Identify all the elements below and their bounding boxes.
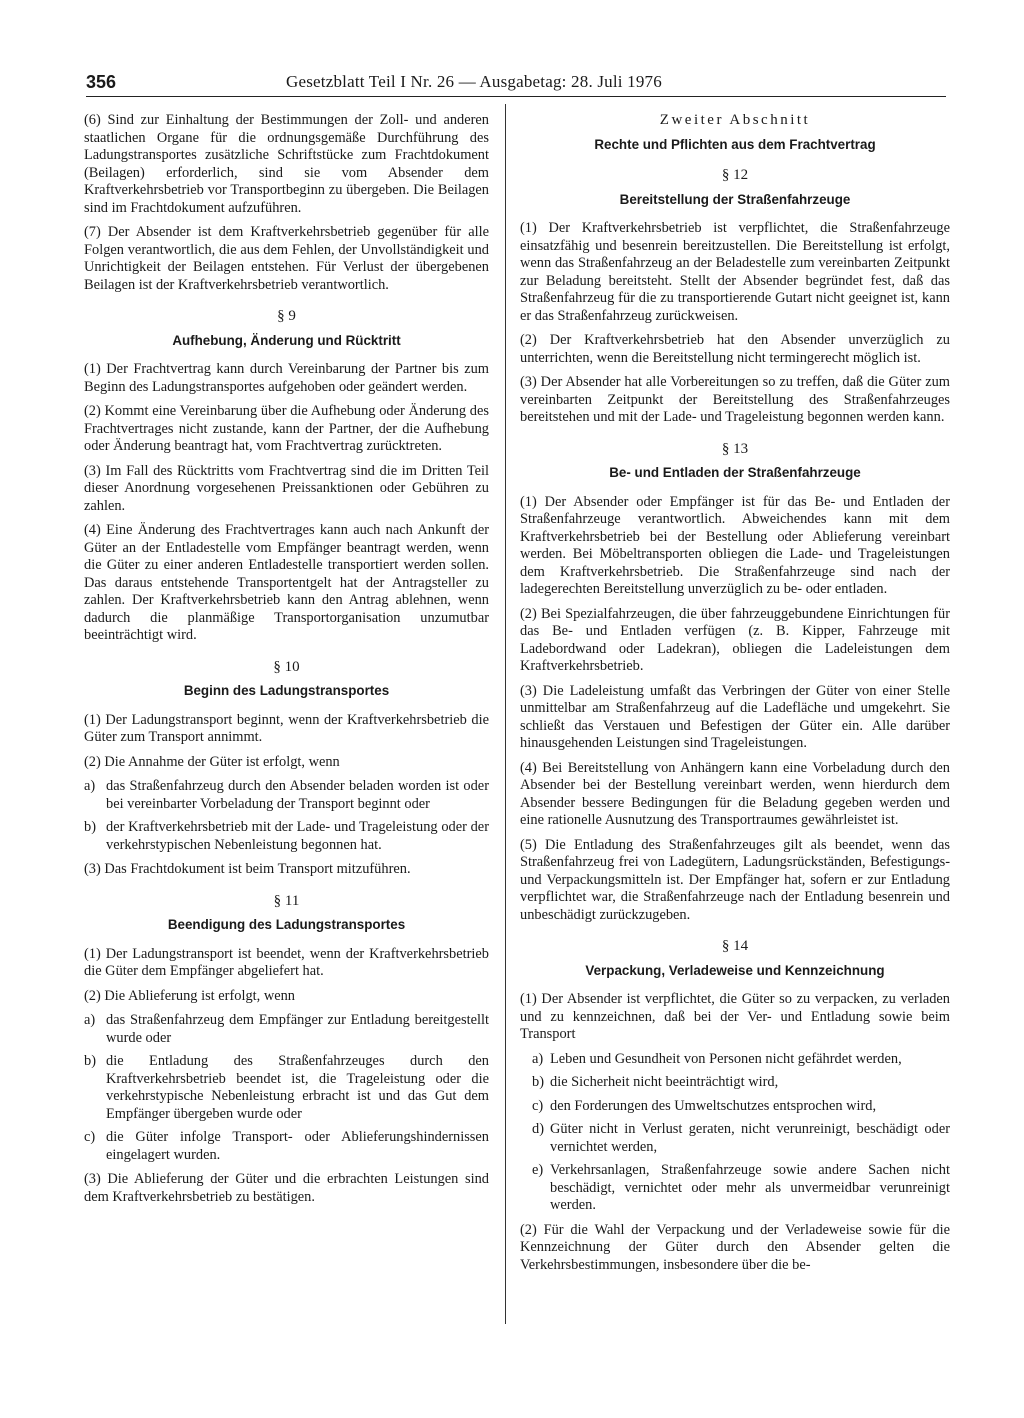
list-item-mark: a) bbox=[532, 1050, 544, 1067]
list-item bbox=[84, 819, 489, 854]
list-item-text: Verkehrsanlagen, Straßenfahrzeuge sowie andere Sachen nicht beschädigt, vernichtet oder mehr als unvermeidbar verunreinigt werden. bbox=[550, 1162, 950, 1213]
section-9-mark: § 9 bbox=[277, 308, 296, 324]
list-item bbox=[532, 1098, 950, 1116]
list-item-mark: b) bbox=[84, 1053, 96, 1069]
list-item-mark: a) bbox=[84, 778, 96, 794]
header-title: Gesetzblatt Teil I Nr. 26 — Ausgabetag: 28. Juli 1976 bbox=[286, 72, 662, 91]
paragraph-11-2: (2) Die Ablieferung ist erfolgt, wenn bbox=[84, 987, 296, 1004]
paragraph-13-5: (5) Die Entladung des Straßenfahrzeuges gilt als beendet, wenn das Straßenfahrzeug frei von Ladegütern, Ladungsrückständen, Befestigungs- und Verpackungsmitteln ist. Der Empfänger hat, sofern er zur Entladung verpflichtet war, die Straßenfahrzeuge nach der Entladung besenrein und unbeschädigt zurückzugeben. bbox=[520, 836, 950, 923]
right-column bbox=[520, 112, 950, 1281]
paragraph-10-2: (2) Die Annahme der Güter ist erfolgt, wenn bbox=[84, 753, 340, 770]
list-item-mark: b) bbox=[532, 1074, 544, 1090]
list-item-mark: e) bbox=[532, 1162, 544, 1178]
list-item-mark: c) bbox=[532, 1097, 544, 1114]
list-item bbox=[84, 1053, 489, 1123]
paragraph-13-2: (2) Bei Spezialfahrzeugen, die über fahrzeuggebundene Einrichtungen für das Be- und Entladen verfügen (z. B. Kipper, Fahrzeuge mit Ladebordwand oder Ladekran), obliegen die Ladeleistungen dem Kraftverkehrsbetrieb. bbox=[520, 605, 950, 674]
list-item-text: die Güter infolge Transport- oder Ablieferungshindernissen eingelagert wurden. bbox=[106, 1129, 489, 1163]
page-number: 356 bbox=[86, 72, 117, 92]
paragraph-8-6: (6) Sind zur Einhaltung der Bestimmungen der Zoll- und anderen staatlichen Organe für die ordnungsgemäße Durchführung des Ladungstransportes zusätzliche Schriftstücke zum Frachtdokument (Beilagen) erforderlich, sind sie vom Absender dem Kraftverkehrsbetrieb vor Transportbeginn zu übergeben. Die Beilagen sind im Frachtdokument aufzuführen. bbox=[84, 112, 489, 216]
page-header bbox=[86, 70, 946, 97]
paragraph-13-4: (4) Bei Bereitstellung von Anhängern kann eine Vorbeladung durch den Absender bei der Bestellung vereinbart werden, wenn hierdurch dem Absender bessere Bedingungen für die Beladung gegeben werden und eine rationelle Ausnutzung des Transportraumes gewährleistet ist. bbox=[520, 759, 950, 828]
section-9-title: Aufhebung, Änderung und Rücktritt bbox=[172, 332, 401, 348]
paragraph-12-2: (2) Der Kraftverkehrsbetrieb hat den Absender unverzüglich zu unterrichten, wenn die Bereitstellung nicht termingerecht möglich ist. bbox=[520, 332, 950, 366]
paragraph-12-1: (1) Der Kraftverkehrsbetrieb ist verpflichtet, die Straßenfahrzeuge einsatzfähig und besenrein bereitzustellen. Die Bereitstellung ist erfolgt, wenn das Straßenfahrzeug an der Beladestelle zum vereinbarten Zeitpunkt zur Beladung bereitsteht. Stellt der Absender begründet fest, daß das Straßenfahrzeug für die zu transportierende Gutart nicht geeignet ist, kann er das Straßenfahrzeug zurückweisen. bbox=[520, 220, 950, 324]
list-item-mark: a) bbox=[84, 1012, 96, 1028]
list-item bbox=[532, 1074, 950, 1092]
list-item-text: das Straßenfahrzeug durch den Absender beladen worden ist oder bei vereinbarter Vorbeladung der Transport beginnt oder bbox=[106, 778, 489, 812]
section-13-mark: § 13 bbox=[721, 440, 749, 457]
list-item-text: der Kraftverkehrsbetrieb mit der Lade- und Trageleistung oder der verkehrstypischen Nebenleistung begonnen hat. bbox=[106, 819, 489, 853]
list-item-text: das Straßenfahrzeug dem Empfänger zur Entladung bereitgestellt wurde oder bbox=[106, 1012, 489, 1046]
paragraph-9-3: (3) Im Fall des Rücktritts vom Frachtvertrag sind die im Dritten Teil dieser Anordnung vorgesehenen Preissanktionen oder Gebühren zu zahlen. bbox=[84, 462, 489, 514]
section-10-title: Beginn des Ladungstransportes bbox=[183, 683, 390, 698]
paragraph-11-3: (3) Die Ablieferung der Güter und die erbrachten Leistungen sind dem Kraftverkehrsbetrieb zu bestätigen. bbox=[84, 1171, 489, 1205]
list-item-mark: c) bbox=[84, 1129, 96, 1145]
paragraph-13-1: (1) Der Absender oder Empfänger ist für das Be- und Entladen der Straßenfahrzeuge verantwortlich. Abweichendes kann mit dem Kraftverkehrsbetrieb bei der Bestellung oder Ablieferung vereinbart werden. Bei Möbeltransporten obliegen die Lade- und Trageleistungen dem Kraftverkehrsbetrieb. Die Straßenfahrzeuge sind nach der ladegerechten Bereitstellung unverzüglich zu be- oder entladen. bbox=[520, 493, 950, 597]
part-subtitle: Rechte und Pflichten aus dem Frachtvertrag bbox=[594, 136, 876, 152]
list-11 bbox=[84, 1012, 489, 1164]
left-column bbox=[84, 112, 489, 1213]
paragraph-8-7: (7) Der Absender ist dem Kraftverkehrsbetrieb gegenüber für alle Folgen verantwortlich, die aus dem Fehlen, der Unvollständigkeit und Unrichtigkeit der Beilagen entstehen. Für Verlust der übergebenen Beilagen ist der Kraftverkehrsbetrieb verantwortlich. bbox=[84, 224, 489, 293]
section-10-mark: § 10 bbox=[273, 658, 300, 675]
list-item-mark: d) bbox=[532, 1121, 544, 1137]
list-item bbox=[84, 778, 489, 813]
list-item-mark: b) bbox=[84, 819, 96, 835]
paragraph-14-1: (1) Der Absender ist verpflichtet, die Güter so zu verpacken, zu verladen und zu kennzeichnen, daß bei der Ver- und Entladung sowie beim Transport bbox=[520, 991, 950, 1042]
list-10 bbox=[84, 778, 489, 854]
paragraph-14-2: (2) Für die Wahl der Verpackung und der Verladeweise sowie für die Kennzeichnung der Güter durch den Absender gelten die Verkehrsbestimmungen, insbesondere über die be- bbox=[520, 1221, 950, 1273]
paragraph-9-2: (2) Kommt eine Vereinbarung über die Aufhebung oder Änderung des Frachtvertrages nicht zustande, kann der Partner, der die Aufhebung oder Änderung beantragt hat, vom Frachtvertrag zurücktreten. bbox=[84, 403, 489, 454]
list-item-text: Leben und Gesundheit von Personen nicht gefährdet werden, bbox=[550, 1050, 902, 1067]
paragraph-12-3: (3) Der Absender hat alle Vorbereitungen so zu treffen, daß die Güter zum vereinbarten Zeitpunkt der Bereitstellung des Straßenfahrzeuges bereitstehen und mit der Lade- und Trageleistung begonnen werden kann. bbox=[520, 374, 950, 425]
list-item bbox=[532, 1121, 950, 1156]
section-11-title: Beendigung des Ladungstransportes bbox=[167, 917, 406, 932]
list-14 bbox=[520, 1051, 950, 1215]
list-item-text: Güter nicht in Verlust geraten, nicht verunreinigt, beschädigt oder vernichtet werden, bbox=[550, 1121, 950, 1155]
paragraph-10-3: (3) Das Frachtdokument ist beim Transport mitzuführen. bbox=[84, 861, 411, 877]
section-12-mark: § 12 bbox=[721, 167, 749, 183]
list-item-text: den Forderungen des Umweltschutzes entsprochen wird, bbox=[550, 1097, 877, 1114]
section-13-title: Be- und Entladen der Straßenfahrzeuge bbox=[609, 465, 861, 480]
paragraph-10-1: (1) Der Ladungstransport beginnt, wenn der Kraftverkehrsbetrieb die Güter zum Transport annimmt. bbox=[84, 711, 489, 745]
section-14-title: Verpackung, Verladeweise und Kennzeichnung bbox=[585, 962, 885, 978]
paragraph-13-3: (3) Die Ladeleistung umfaßt das Verbringen der Güter von einer Stelle unmittelbar am Straßenfahrzeug auf die Ladefläche und umgekehrt. Sie schließt das Verstauen und Befestigen der Güter ein. Alle darüber hinausgehenden Leistungen sind Trageleistungen. bbox=[520, 682, 950, 751]
paragraph-9-1: (1) Der Frachtvertrag kann durch Vereinbarung der Partner bis zum Beginn des Ladungstransportes aufgehoben oder geändert werden. bbox=[84, 361, 489, 395]
section-11-mark: § 11 bbox=[273, 892, 300, 909]
list-item-text: die Entladung des Straßenfahrzeuges durch den Kraftverkehrsbetrieb beendet ist, die Trageleistung oder die verkehrstypische Nebenleistung erbracht ist und das Gut dem Empfänger übergeben wurde oder bbox=[106, 1053, 489, 1122]
list-item bbox=[84, 1012, 489, 1047]
paragraph-9-4: (4) Eine Änderung des Frachtvertrages kann auch nach Ankunft der Güter an der Entladestelle vom Empfänger beantragt werden, wenn die Güter zu einer anderen Entladestelle transportiert werden sollen. Das daraus entstehende Transportentgelt hat der Antragsteller zu zahlen. Der Kraftverkehrsbetrieb kann den Antrag ablehnen, wenn dadurch die planmäßige Transportorganisation unzumutbar beeinträchtigt wird. bbox=[84, 522, 489, 643]
list-item bbox=[532, 1051, 950, 1069]
section-12-title: Bereitstellung der Straßenfahrzeuge bbox=[619, 191, 851, 207]
list-item bbox=[532, 1162, 950, 1215]
part-title: Zweiter Abschnitt bbox=[659, 112, 811, 128]
list-item bbox=[84, 1129, 489, 1164]
paragraph-11-1: (1) Der Ladungstransport ist beendet, wenn der Kraftverkehrsbetrieb die Güter dem Empfänger abgeliefert hat. bbox=[84, 945, 489, 979]
column-divider bbox=[505, 104, 506, 1324]
list-item-text: die Sicherheit nicht beeinträchtigt wird, bbox=[550, 1074, 779, 1090]
section-14-mark: § 14 bbox=[721, 938, 749, 954]
